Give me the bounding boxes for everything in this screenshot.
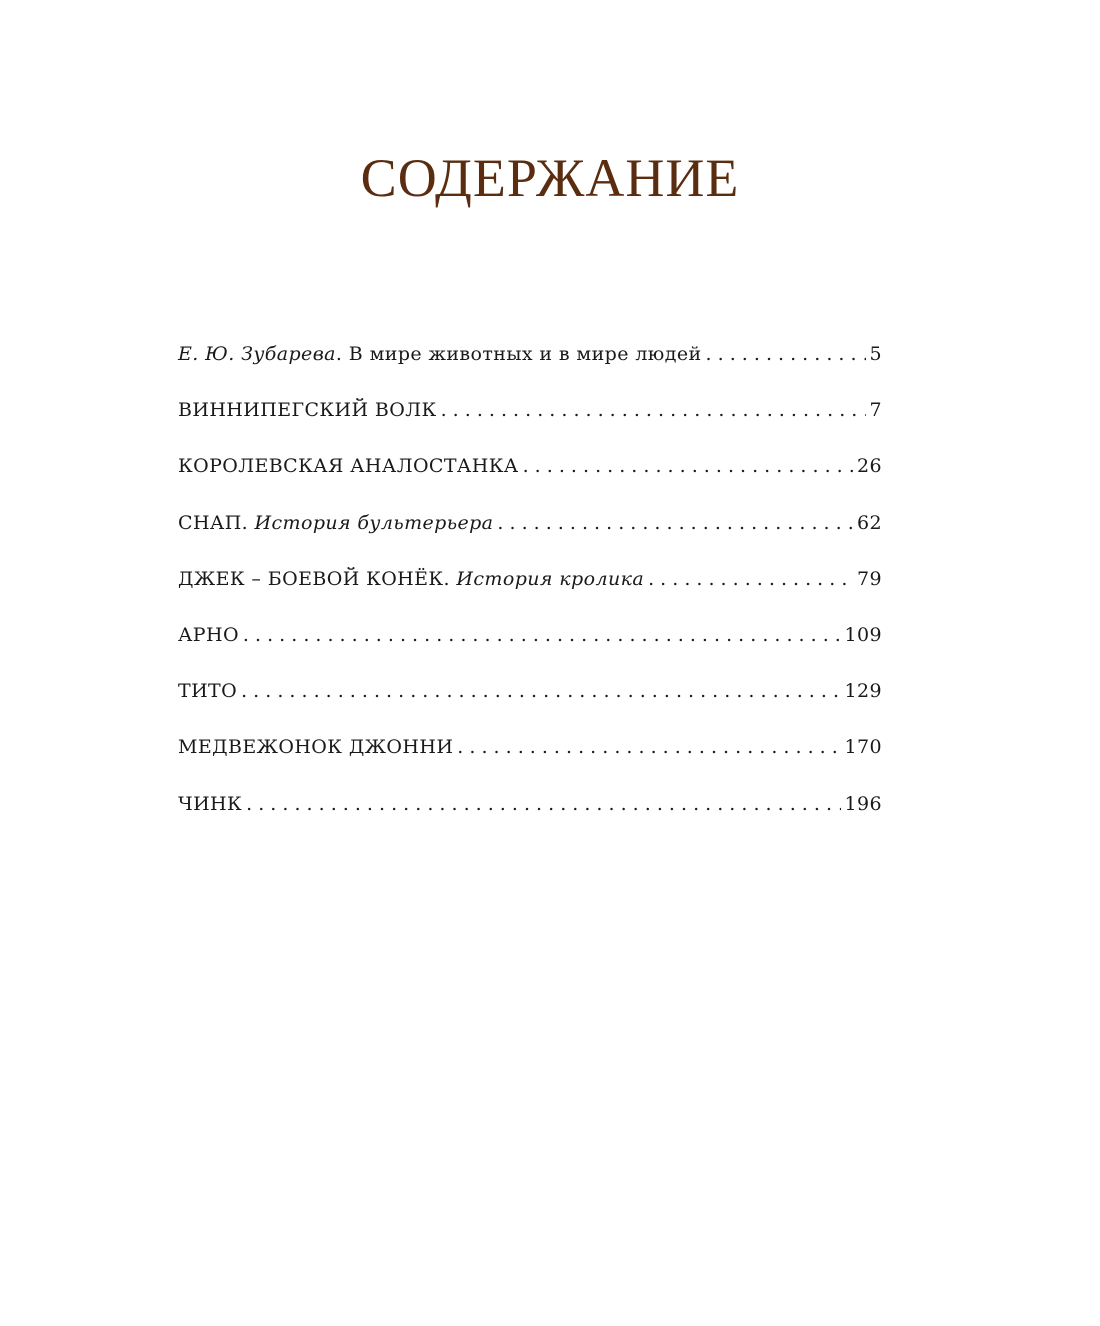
toc-entry-johnny[interactable] (178, 733, 882, 789)
dot-leader (243, 621, 841, 649)
toc-entry-title: КОРОЛЕВСКАЯ АНАЛОСТАНКА (178, 455, 519, 478)
toc-page-number: 26 (857, 455, 882, 478)
toc-entry-subtitle: История бультерьера (254, 511, 494, 534)
toc-entry-title-text: ДЖЕК – БОЕВОЙ КОНЁК. (178, 567, 457, 590)
toc-entry-title (178, 509, 493, 537)
toc-entry-winnipeg-wolf[interactable] (178, 396, 882, 452)
toc-page-number: 196 (844, 792, 882, 815)
toc-entry-arno[interactable] (178, 621, 882, 677)
toc-page-number: 7 (869, 399, 882, 422)
page-title: СОДЕРЖАНИЕ (360, 148, 740, 208)
dot-leader (523, 452, 853, 480)
toc-entry-title: ВИННИПЕГСКИЙ ВОЛК (178, 399, 437, 422)
toc-entry-tito[interactable] (178, 677, 882, 733)
toc-page-number: 129 (844, 680, 882, 703)
toc-entry-snap[interactable] (178, 509, 882, 565)
toc-page-number: 170 (844, 736, 882, 759)
toc-entry-title (178, 340, 702, 368)
toc-entry-title-text: СНАП. (178, 511, 255, 534)
dot-leader (241, 677, 840, 705)
toc-entry-subtitle: История кролика (456, 567, 645, 590)
toc-page-number: 62 (857, 511, 882, 534)
toc-entry-zubareva[interactable] (178, 340, 882, 396)
toc-entry-author: Е. Ю. Зубарева (178, 343, 336, 365)
toc-page-number: 5 (869, 343, 882, 365)
toc-entry-title: ЧИНК (178, 792, 243, 815)
toc-page-number: 79 (857, 567, 882, 590)
toc-entry-title: ТИТО (178, 680, 238, 703)
dot-leader (497, 509, 853, 537)
toc-page-number: 109 (844, 623, 882, 646)
toc-entry-title: АРНО (178, 623, 239, 646)
table-of-contents (178, 340, 882, 846)
dot-leader (246, 790, 840, 818)
dot-leader (648, 565, 853, 593)
dot-leader (441, 396, 866, 424)
toc-entry-title: МЕДВЕЖОНОК ДЖОННИ (178, 736, 454, 759)
toc-entry-title (178, 565, 644, 593)
dot-leader (706, 340, 866, 368)
toc-entry-jack[interactable] (178, 565, 882, 621)
toc-entry-title-text: . В мире животных и в мире людей (335, 343, 702, 365)
dot-leader (457, 733, 840, 761)
toc-entry-chink[interactable] (178, 790, 882, 846)
toc-entry-analostan[interactable] (178, 452, 882, 508)
